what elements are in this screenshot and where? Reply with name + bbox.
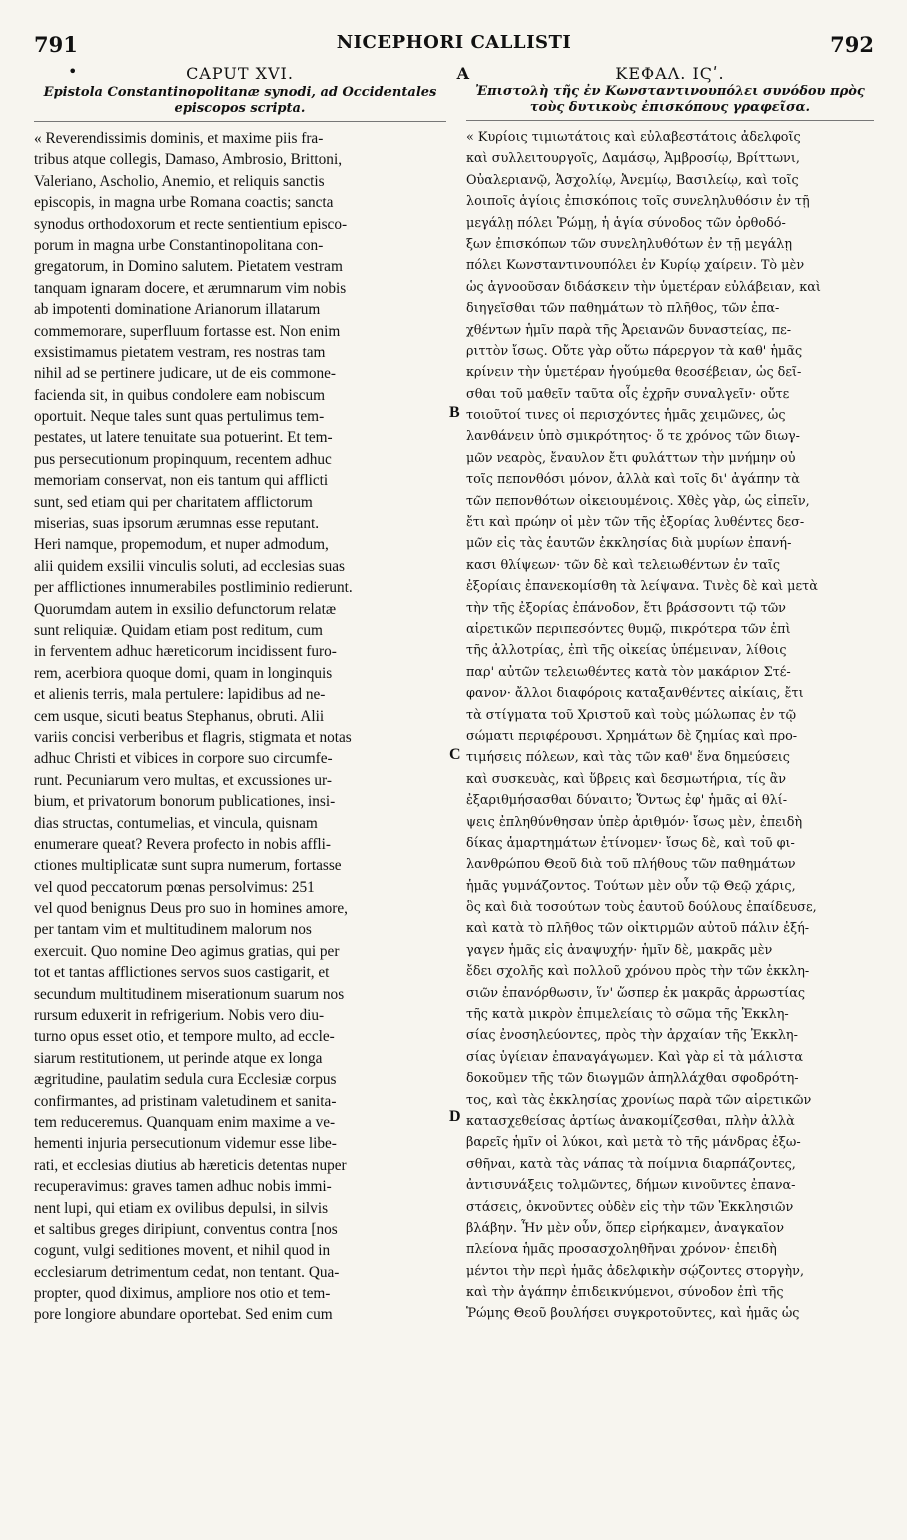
latin-text-line: recuperavimus: graves tamen adhuc nobis immi-	[34, 1178, 332, 1196]
latin-text-line: memoriam conservat, non eis tantum qui afflicti	[34, 472, 329, 490]
greek-text-line: « Κυρίοις τιμιωτάτοις καὶ εὐλαβεστάτοις ἀδελφοῖς	[466, 130, 801, 145]
greek-text-line: καὶ συσκευὰς, καὶ ὕβρεις καὶ δεσμωτήρια, τίς ἂν	[466, 771, 786, 787]
greek-text-line: καὶ κατὰ τὸ πλῆθος τῶν οἰκτιρμῶν αὐτοῦ πάλιν ἐξή-	[466, 921, 810, 937]
latin-text-line: adhuc Christi et vibices in corpore suo circumfe-	[34, 750, 333, 768]
latin-text-line: in ferventem adhuc hæreticorum incidissent furo-	[34, 643, 337, 661]
latin-text-line: pore longiore abundare oportebat. Sed enim cum	[34, 1306, 333, 1324]
latin-text-line: bium, et privatorum bonorum publicationes, insi-	[34, 793, 336, 811]
greek-text-line: στάσεις, ὀκνοῦντες οὐδὲν εἰς τὴν τῶν Ἐκκλησιῶν	[466, 1199, 794, 1215]
latin-text-line: tribus atque collegis, Damaso, Ambrosio, Brittoni,	[34, 151, 343, 169]
latin-text-line: Valeriano, Ascholio, Anemio, et reliquis sanctis	[34, 172, 325, 190]
latin-text-line: exsistimamus pietatem vestram, res nostras tam	[34, 343, 326, 361]
margin-letter-c: C	[449, 746, 461, 763]
greek-text-line: μέντοι τὴν περὶ ἡμᾶς ἀδελφικὴν σῴζοντες στοργὴν,	[466, 1263, 805, 1279]
latin-text-line: et saltibus greges diripiunt, conventus contra [nos	[34, 1220, 338, 1238]
greek-text-line: σθῆναι, κατὰ τὰς νάπας τὰ ποίμνια διαρπάζοντες,	[466, 1156, 796, 1172]
greek-text-line: ἔδει σχολῆς καὶ πολλοῦ χρόνου πρὸς τὴν τῶν ἐκκλη-	[466, 964, 810, 980]
greek-body-text	[466, 127, 874, 1325]
greek-text-line: κασι θλίψεων· τῶν δὲ καὶ τελειωθέντων ἐν ταῖς	[466, 557, 781, 573]
latin-text-line: per tantam vim et multitudinem malorum nos	[34, 921, 312, 939]
latin-text-line: dias structas, contumelias, et vincula, quisnam	[34, 814, 318, 832]
greek-text-line: ξων ἐπισκόπων τῶν συνεληλυθότων ἐν τῇ μεγάλῃ	[466, 236, 793, 252]
latin-text-line: vel quod benignus Deus pro suo in homines amore,	[34, 900, 348, 918]
latin-text-line: episcopis, in magna urbe Romana coactis; sancta	[34, 194, 334, 212]
greek-text-line: πλείονα ἡμᾶς προσασχοληθῆναι χρόνον· ἐπειδὴ	[466, 1242, 777, 1258]
latin-text-line: alii quidem exsilii vinculis soluti, ad ecclesias suas	[34, 557, 345, 575]
latin-text-line: miserias, suas ipsorum ærumnas esse reputant.	[34, 515, 320, 533]
greek-text-line: τῆς κατὰ μικρὸν ἐπιμελείαις τὸ σῶμα τῆς Ἐκκλη-	[466, 1007, 789, 1023]
latin-heading-text: CAPUT XVI.	[186, 64, 294, 83]
latin-text-line: ab impotenti dominatione Arianorum illatarum	[34, 301, 321, 319]
greek-text-line: ψεις ἐπληθύνθησαν ὑπὲρ ἀριθμόν· ἴσως μὲν, ἐπειδὴ	[466, 814, 803, 830]
latin-text-line: hementi injuria persecutionum videmur esse libe-	[34, 1135, 337, 1153]
greek-text-line: σίας ἐνοσηλεύοντες, πρὸς τὴν ἀρχαίαν τῆς Ἐκκλη-	[466, 1028, 798, 1044]
greek-text-line: διηγεῖσθαι τῶν παθημάτων τὸ πλῆθος, τῶν ἐπα-	[466, 301, 780, 317]
latin-text-line: pus persecutionum propinquum, recentem adhuc	[34, 450, 332, 468]
greek-text-line: πόλει Κωνσταντινουπόλει ἐν Κυρίῳ χαίρειν. Τὸ μὲν	[466, 258, 805, 274]
greek-text-line: βαρεῖς ἡμῖν οἱ λύκοι, καὶ μετὰ τὸ τῆς μάνδρας ἐξω-	[466, 1135, 801, 1151]
greek-text-line: ἡμᾶς γυμνάζοντος. Τούτων μὲν οὖν τῷ Θεῷ χάρις,	[466, 878, 796, 894]
latin-text-line: tem reduceremus. Quanquam enim maxime a ve-	[34, 1113, 336, 1131]
latin-column	[34, 62, 470, 1326]
greek-text-line: αἱρετικῶν περιπεσόντες θυμῷ, πικρότερα τῶν ἐπὶ	[466, 621, 791, 637]
greek-heading-rule	[466, 120, 874, 121]
page-number-left: 791	[34, 32, 78, 57]
greek-text-line: μεγάλῃ πόλει Ῥώμῃ, ἡ ἁγία σύνοδος τῶν ὀρθοδό-	[466, 215, 786, 231]
latin-text-line: pestates, ut latere tenuitate sua potuerint. Et tem-	[34, 429, 333, 447]
latin-text-line: facienda sit, in quibus condolere eam nobiscum	[34, 386, 325, 404]
latin-text-line: Quorumdam autem in exsilio defunctorum relatæ	[34, 600, 337, 618]
latin-text-line: ctiones multiplicatæ sunt supra numerum, fortasse	[34, 857, 342, 875]
latin-text-line: synodus orthodoxorum et recte sentientium episco-	[34, 215, 348, 233]
greek-text-line: καὶ τὴν ἀγάπην ἐπιδεικνύμενοι, σύνοδον ἐπὶ τῆς	[466, 1285, 784, 1301]
latin-text-line: rem, acerbiora quoque domi, quam in longinquis	[34, 664, 333, 682]
greek-text-line: τος, καὶ τὰς ἐκκλησίας χρονίως παρὰ τῶν αἱρετικῶν	[466, 1092, 812, 1108]
latin-text-line: sunt reliquiæ. Quidam etiam post reditum, cum	[34, 621, 323, 639]
latin-text-line: tanquam ignaram docere, et ærumnarum vim nobis	[34, 279, 347, 297]
latin-text-line: et alienis terris, mala pertulere: lapidibus ad ne-	[34, 686, 326, 704]
greek-text-line: μῶν εἰς τὰς ἑαυτῶν ἐκκλησίας διὰ μυρίων ἐπανή-	[466, 536, 792, 552]
greek-text-line: δοκοῦμεν τῆς τῶν διωγμῶν ἀπηλλάχθαι σφοδρότη-	[466, 1071, 799, 1087]
greek-text-line: βλάβην. Ἦν μὲν οὖν, ὅπερ εἰρήκαμεν, ἀναγκαῖον	[466, 1220, 784, 1236]
latin-body-text	[34, 128, 446, 1326]
greek-text-line: παρ' αὐτῶν τελειωθέντες κατὰ τὸν μακάριον Στέ-	[466, 664, 791, 680]
latin-heading-rule	[34, 121, 446, 122]
greek-text-line: λανθάνειν ὑπὸ σμικρότητος· ὅ τε χρόνος τῶν διωγ-	[466, 429, 800, 445]
greek-text-line: Οὐαλεριανῷ, Ἀσχολίῳ, Ἀνεμίῳ, Βασιλείῳ, καὶ τοῖς	[466, 172, 799, 188]
greek-text-line: Ῥώμης Θεοῦ βουλήσει συγκροτοῦντες, καὶ ἡμᾶς ὡς	[466, 1306, 800, 1322]
greek-text-line: χθέντων ἡμῖν παρὰ τῆς Ἀρειανῶν δυναστείας, πε-	[466, 322, 792, 338]
greek-text-line: σίας ὑγίειαν ἐπαναγάγωμεν. Καὶ γὰρ εἰ τὰ μάλιστα	[466, 1049, 803, 1065]
latin-text-line: variis concisi verberibus et flagris, stigmata et notas	[34, 728, 352, 746]
greek-text-line: μῶν νεαρὸς, ἔναυλον ἔτι φυλάττων τὴν μνήμην οὐ	[466, 450, 796, 466]
greek-text-line: φανον· ἄλλοι διαφόροις καταξανθέντες αἰκίαις, ἔτι	[466, 686, 804, 702]
greek-text-line: κρίνειν τὴν ὑμετέραν ἡγούμεθα θεοσέβειαν, ὡς δεῖ-	[466, 365, 802, 381]
greek-text-line: λανθρώπου Θεοῦ διὰ τοῦ πλήθους τῶν παθημάτων	[466, 857, 796, 873]
greek-text-line: σιῶν ἐπανόρθωσιν, ἵν' ὥσπερ ἐκ μακρᾶς ἀρρωστίας	[466, 985, 806, 1001]
latin-text-line: tot et tantas afflictiones servos suos castigarit, et	[34, 964, 330, 982]
greek-text-line: ριττὸν ἴσως. Οὔτε γὰρ οὕτω πάρεργον τὰ καθ' ἡμᾶς	[466, 343, 803, 359]
latin-text-line: vel quod peccatorum pœnas persolvimus: 251	[34, 878, 315, 896]
greek-text-line: τοῖς πεπονθόσι μόνον, ἀλλὰ καὶ τοῖς δι' ἀγάπην τὰ	[466, 472, 800, 488]
greek-text-line: ἐξαριθμήσασθαι δύναιτο; Ὄντως ἐφ' ἡμᾶς αἱ θλί-	[466, 793, 788, 809]
margin-letter-b: B	[449, 404, 460, 421]
greek-text-line: σθαι τοῦ μαθεῖν ταῦτα οἷς ἐχρῆν συναλγεῖν· οὔτε	[466, 386, 790, 402]
latin-text-line: propter, quod diximus, ampliore nos otio et tem-	[34, 1285, 331, 1303]
greek-text-line: ἀντισυνάξεις τολμῶντες, δήμων κινοῦντες ἐπανα-	[466, 1178, 796, 1194]
greek-text-line: ὃς καὶ διὰ τοσούτων τοὺς ἑαυτοῦ δούλους ἐπαίδευσε,	[466, 900, 817, 916]
latin-text-line: oportuit. Neque tales sunt quas pertulimus tem-	[34, 408, 325, 426]
greek-text-line: γαγεν ἡμᾶς εἰς ἀναψυχήν· ἡμῖν δὲ, μακρᾶς μὲν	[466, 942, 773, 958]
greek-text-line: ἐξορίαις ἐπανεκομίσθη τὰ λείψανα. Τινὲς δὲ καὶ μετὰ	[466, 579, 818, 595]
latin-text-line: turno opus esset otio, et tempore multo, ad eccle-	[34, 1028, 335, 1046]
greek-text-line: λοιποῖς ἁγίοις ἐπισκόποις τοῖς συνεληλυθόσιν ἐν τῇ	[466, 194, 810, 210]
latin-text-line: ægritudine, paulatim sedula cura Ecclesiæ corpus	[34, 1071, 337, 1089]
running-header	[34, 32, 874, 58]
latin-chapter-heading	[34, 62, 470, 84]
greek-text-line: κατασχεθείσας ἀρτίως ἀνακομίζεσθαι, πλὴν ἀλλὰ	[466, 1113, 795, 1129]
greek-text-line: δίκας ἁμαρτημάτων ἐτίνομεν· ἴσως δὲ, καὶ τοῦ φι-	[466, 835, 795, 851]
page-number-right: 792	[830, 32, 874, 57]
greek-text-line: τοιοῦτοί τινες οἱ περισχόντες ἡμᾶς χειμῶνες, ὡς	[466, 408, 786, 424]
latin-text-line: per afflictiones innumerabiles postliminio redierunt.	[34, 579, 353, 597]
latin-text-line: nihil ad se pertinere judicare, ut de eis commone-	[34, 365, 337, 383]
latin-text-line: sunt, sed etiam qui per charitatem afflictorum	[34, 493, 313, 511]
latin-text-line: Heri namque, propemodum, et nuper admodum,	[34, 536, 329, 554]
greek-text-line: τῆς ἀλλοτρίας, ἐπὶ τῆς οἰκείας ὑπέμειναν, λίθοις	[466, 643, 787, 659]
latin-text-line: gregatorum, in Domino salutem. Pietatem vestram	[34, 258, 343, 276]
latin-text-line: nent lupi, qui etiam ex ovilibus depulsi, in silvis	[34, 1199, 329, 1217]
latin-text-line: porum in magna urbe Constantinopolitana con-	[34, 236, 324, 254]
latin-text-line: secundum multitudinem miserationum suarum nos	[34, 985, 345, 1003]
greek-text-line: σώματι περιφέρουσι. Χρημάτων δὲ ζημίας καὶ προ-	[466, 728, 798, 744]
latin-text-line: confirmantes, ad pristinam valetudinem et sanita-	[34, 1092, 337, 1110]
greek-text-line: ὡς ἀγνοοῦσαν διδάσκειν τὴν ὑμετέραν εὐλάβειαν, καὶ	[466, 279, 821, 295]
margin-letter-d: D	[449, 1108, 461, 1125]
greek-text-line: τὰ στίγματα τοῦ Χριστοῦ καὶ τοὺς μώλωπας ἐν τῷ	[466, 707, 797, 723]
latin-text-line: exercuit. Quo nomine Deo agimus gratias, qui per	[34, 942, 340, 960]
latin-text-line: ecclesiarum detrimentum cedat, non tentant. Qua-	[34, 1263, 340, 1281]
latin-text-line: siarum restitutionem, ut perinde atque ex longa	[34, 1049, 323, 1067]
latin-text-line: rursum eduxerit in refrigerium. Nobis vero diu-	[34, 1007, 325, 1025]
greek-text-line: τὴν τῆς ἐξορίας ἐπάνοδον, ἔτι βράσσοντι τῷ τῶν	[466, 600, 786, 616]
greek-chapter-subtitle: Ἐπιστολὴ τῆς ἐν Κωνσταντινουπόλει συνόδου πρὸς τοὺς δυτικοὺς ἐπισκόπους γραφεῖσα.	[475, 84, 865, 115]
greek-text-line: τιμήσεις πόλεων, καὶ τὰς τῶν καθ' ἕνα δημεύσεις	[466, 750, 790, 766]
greek-text-line: τῶν πεπονθότων οἰκειουμένοις. Χθὲς γὰρ, ὡς εἰπεῖν,	[466, 493, 810, 509]
latin-text-line: commemorare, superfluum fortasse est. Non enim	[34, 322, 341, 340]
latin-text-line: « Reverendissimis dominis, et maxime piis fra-	[34, 130, 324, 147]
greek-text-line: ἔτι καὶ πρώην οἱ μὲν τῶν τῆς ἐξορίας λυθέντες δεσ-	[466, 515, 805, 531]
latin-text-line: runt. Pecuniarum vero multas, et excussiones ur-	[34, 771, 332, 789]
running-title: NICEPHORI CALLISTI	[336, 32, 572, 53]
marginal-dot: •	[68, 62, 79, 81]
greek-column	[466, 64, 874, 1325]
latin-text-line: enumerare queat? Revera profecto in nobis affli-	[34, 835, 332, 853]
greek-chapter-heading: ΚΕΦΑΛ. ΙϚʹ.	[615, 64, 725, 83]
latin-text-line: cogunt, vulgi seditiones movent, et nihil quod in	[34, 1242, 331, 1260]
latin-text-line: cem usque, sicuti beatus Stephanus, obruti. Alii	[34, 707, 325, 725]
section-marker-a: A	[456, 64, 470, 83]
greek-text-line: καὶ συλλειτουργοῖς, Δαμάσῳ, Ἀμβροσίῳ, Βρίττωνι,	[466, 151, 800, 167]
latin-chapter-subtitle: Epistola Constantinopolitanæ synodi, ad Occidentales episcopos scripta.	[43, 85, 437, 116]
latin-text-line: rati, et ecclesias diutius ab hæreticis detentas nuper	[34, 1156, 347, 1174]
